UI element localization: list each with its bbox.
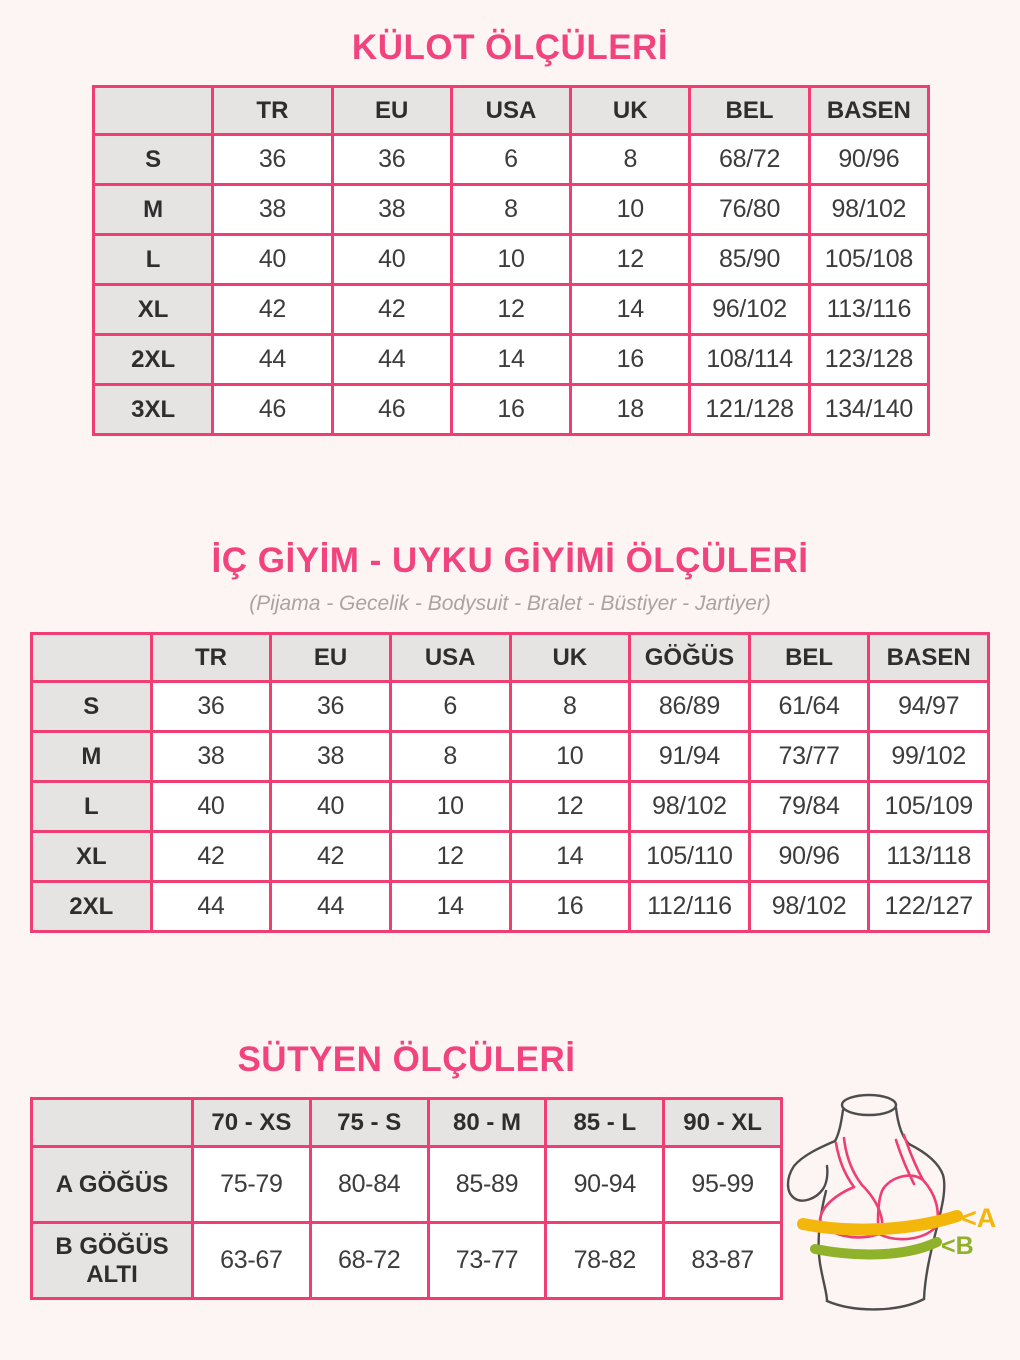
kulot-cell: 36 (213, 135, 332, 185)
sutyen-row-label: A GÖĞÜS (32, 1147, 193, 1223)
icgiyim-col-header: GÖĞÜS (630, 634, 750, 682)
icgiyim-row (32, 832, 989, 882)
icgiyim-cell: 14 (390, 882, 510, 932)
sutyen-col-header: 80 - M (428, 1099, 546, 1147)
kulot-cell: 40 (213, 235, 332, 285)
kulot-col-header (94, 87, 213, 135)
mannequin-neck-left-icon (835, 1110, 843, 1141)
icgiyim-row-label: S (32, 682, 152, 732)
kulot-col-header: EU (332, 87, 451, 135)
kulot-cell: 12 (571, 235, 690, 285)
kulot-cell: 113/116 (809, 285, 928, 335)
icgiyim-cell: 91/94 (630, 732, 750, 782)
kulot-cell: 46 (332, 385, 451, 435)
kulot-cell: 8 (451, 185, 570, 235)
icgiyim-col-header: USA (390, 634, 510, 682)
kulot-cell: 96/102 (690, 285, 809, 335)
sutyen-cell: 80-84 (310, 1147, 428, 1223)
kulot-cell: 6 (451, 135, 570, 185)
icgiyim-row-label: M (32, 732, 152, 782)
icgiyim-cell: 79/84 (749, 782, 869, 832)
kulot-cell: 134/140 (809, 385, 928, 435)
sutyen-col-header: 90 - XL (664, 1099, 782, 1147)
sutyen-col-header: 85 - L (546, 1099, 664, 1147)
kulot-cell: 12 (451, 285, 570, 335)
kulot-cell: 121/128 (690, 385, 809, 435)
icgiyim-cell: 10 (390, 782, 510, 832)
icgiyim-size-table (30, 632, 990, 933)
icgiyim-cell: 105/110 (630, 832, 750, 882)
sutyen-cell: 83-87 (664, 1223, 782, 1299)
icgiyim-cell: 98/102 (749, 882, 869, 932)
mannequin-neck-icon (842, 1095, 896, 1115)
kulot-cell: 105/108 (809, 235, 928, 285)
icgiyim-col-header (32, 634, 152, 682)
kulot-cell: 108/114 (690, 335, 809, 385)
kulot-cell: 18 (571, 385, 690, 435)
kulot-row-label: L (94, 235, 213, 285)
icgiyim-row (32, 732, 989, 782)
kulot-row (94, 285, 929, 335)
icgiyim-row (32, 882, 989, 932)
icgiyim-cell: 61/64 (749, 682, 869, 732)
kulot-row (94, 335, 929, 385)
icgiyim-col-header: BASEN (869, 634, 989, 682)
sutyen-cell: 85-89 (428, 1147, 546, 1223)
kulot-row-label: 3XL (94, 385, 213, 435)
kulot-cell: 85/90 (690, 235, 809, 285)
icgiyim-cell: 12 (390, 832, 510, 882)
sutyen-cell: 68-72 (310, 1223, 428, 1299)
kulot-cell: 42 (332, 285, 451, 335)
icgiyim-col-header: UK (510, 634, 630, 682)
kulot-cell: 46 (213, 385, 332, 435)
sutyen-header-row (32, 1099, 782, 1147)
kulot-cell: 38 (332, 185, 451, 235)
icgiyim-cell: 10 (510, 732, 630, 782)
bra-measurement-diagram (783, 1093, 1003, 1323)
kulot-row-label: S (94, 135, 213, 185)
icgiyim-cell: 36 (151, 682, 271, 732)
icgiyim-cell: 38 (271, 732, 391, 782)
kulot-header-row (94, 87, 929, 135)
sutyen-cell: 90-94 (546, 1147, 664, 1223)
kulot-row-label: XL (94, 285, 213, 335)
sutyen-cell: 95-99 (664, 1147, 782, 1223)
icgiyim-col-header: BEL (749, 634, 869, 682)
icgiyim-cell: 42 (271, 832, 391, 882)
icgiyim-row-label: XL (32, 832, 152, 882)
sutyen-col-header: 75 - S (310, 1099, 428, 1147)
kulot-cell: 42 (213, 285, 332, 335)
kulot-col-header: USA (451, 87, 570, 135)
kulot-col-header: BASEN (809, 87, 928, 135)
icgiyim-cell: 40 (151, 782, 271, 832)
kulot-cell: 40 (332, 235, 451, 285)
icgiyim-cell: 42 (151, 832, 271, 882)
icgiyim-cell: 12 (510, 782, 630, 832)
icgiyim-col-header: TR (151, 634, 271, 682)
kulot-cell: 44 (332, 335, 451, 385)
icgiyim-cell: 40 (271, 782, 391, 832)
icgiyim-cell: 8 (390, 732, 510, 782)
band-b-label: <B (941, 1232, 974, 1260)
kulot-col-header: TR (213, 87, 332, 135)
kulot-cell: 10 (451, 235, 570, 285)
bra-right-strap-icon (904, 1135, 923, 1180)
icgiyim-cell: 90/96 (749, 832, 869, 882)
icgiyim-cell: 98/102 (630, 782, 750, 832)
kulot-cell: 16 (451, 385, 570, 435)
sutyen-title: SÜTYEN ÖLÇÜLERİ (237, 1040, 576, 1079)
kulot-cell: 8 (571, 135, 690, 185)
sutyen-row-label: B GÖĞÜS ALTI (32, 1223, 193, 1299)
sutyen-cell: 73-77 (428, 1223, 546, 1299)
kulot-row-label: 2XL (94, 335, 213, 385)
icgiyim-cell: 94/97 (869, 682, 989, 732)
icgiyim-cell: 16 (510, 882, 630, 932)
bust-measure-band-icon (803, 1216, 957, 1230)
kulot-cell: 76/80 (690, 185, 809, 235)
kulot-cell: 90/96 (809, 135, 928, 185)
icgiyim-title: İÇ GİYİM - UYKU GİYİMİ ÖLÇÜLERİ (211, 541, 809, 580)
kulot-cell: 123/128 (809, 335, 928, 385)
icgiyim-cell: 44 (151, 882, 271, 932)
kulot-title: KÜLOT ÖLÇÜLERİ (351, 28, 669, 67)
icgiyim-cell: 105/109 (869, 782, 989, 832)
kulot-size-table (92, 85, 930, 436)
icgiyim-cell: 44 (271, 882, 391, 932)
kulot-cell: 44 (213, 335, 332, 385)
sutyen-row (32, 1147, 782, 1223)
icgiyim-cell: 86/89 (630, 682, 750, 732)
icgiyim-row-label: L (32, 782, 152, 832)
icgiyim-cell: 112/116 (630, 882, 750, 932)
icgiyim-cell: 36 (271, 682, 391, 732)
kulot-row (94, 235, 929, 285)
kulot-col-header: BEL (690, 87, 809, 135)
icgiyim-cell: 73/77 (749, 732, 869, 782)
icgiyim-cell: 99/102 (869, 732, 989, 782)
icgiyim-row (32, 682, 989, 732)
sutyen-cell: 75-79 (193, 1147, 311, 1223)
kulot-cell: 10 (571, 185, 690, 235)
kulot-col-header: UK (571, 87, 690, 135)
icgiyim-row (32, 782, 989, 832)
kulot-cell: 16 (571, 335, 690, 385)
mannequin-left-arm-icon (788, 1141, 835, 1201)
icgiyim-col-header: EU (271, 634, 391, 682)
sutyen-size-table (30, 1097, 783, 1300)
icgiyim-cell: 14 (510, 832, 630, 882)
kulot-row (94, 135, 929, 185)
icgiyim-subtitle: (Pijama - Gecelik - Bodysuit - Bralet - Büstiyer - Jartiyer) (249, 592, 771, 615)
kulot-cell: 98/102 (809, 185, 928, 235)
sutyen-col-header (32, 1099, 193, 1147)
kulot-cell: 38 (213, 185, 332, 235)
kulot-cell: 68/72 (690, 135, 809, 185)
kulot-row-label: M (94, 185, 213, 235)
icgiyim-cell: 6 (390, 682, 510, 732)
kulot-cell: 14 (451, 335, 570, 385)
sutyen-row (32, 1223, 782, 1299)
sutyen-cell: 63-67 (193, 1223, 311, 1299)
icgiyim-cell: 38 (151, 732, 271, 782)
icgiyim-cell: 113/118 (869, 832, 989, 882)
mannequin-bottom-icon (827, 1299, 924, 1309)
kulot-cell: 14 (571, 285, 690, 335)
kulot-cell: 36 (332, 135, 451, 185)
sutyen-col-header: 70 - XS (193, 1099, 311, 1147)
icgiyim-cell: 122/127 (869, 882, 989, 932)
underbust-measure-band-icon (815, 1242, 937, 1254)
sutyen-cell: 78-82 (546, 1223, 664, 1299)
kulot-row (94, 385, 929, 435)
kulot-row (94, 185, 929, 235)
icgiyim-header-row (32, 634, 989, 682)
icgiyim-cell: 8 (510, 682, 630, 732)
icgiyim-row-label: 2XL (32, 882, 152, 932)
band-a-label: <A (961, 1203, 997, 1233)
